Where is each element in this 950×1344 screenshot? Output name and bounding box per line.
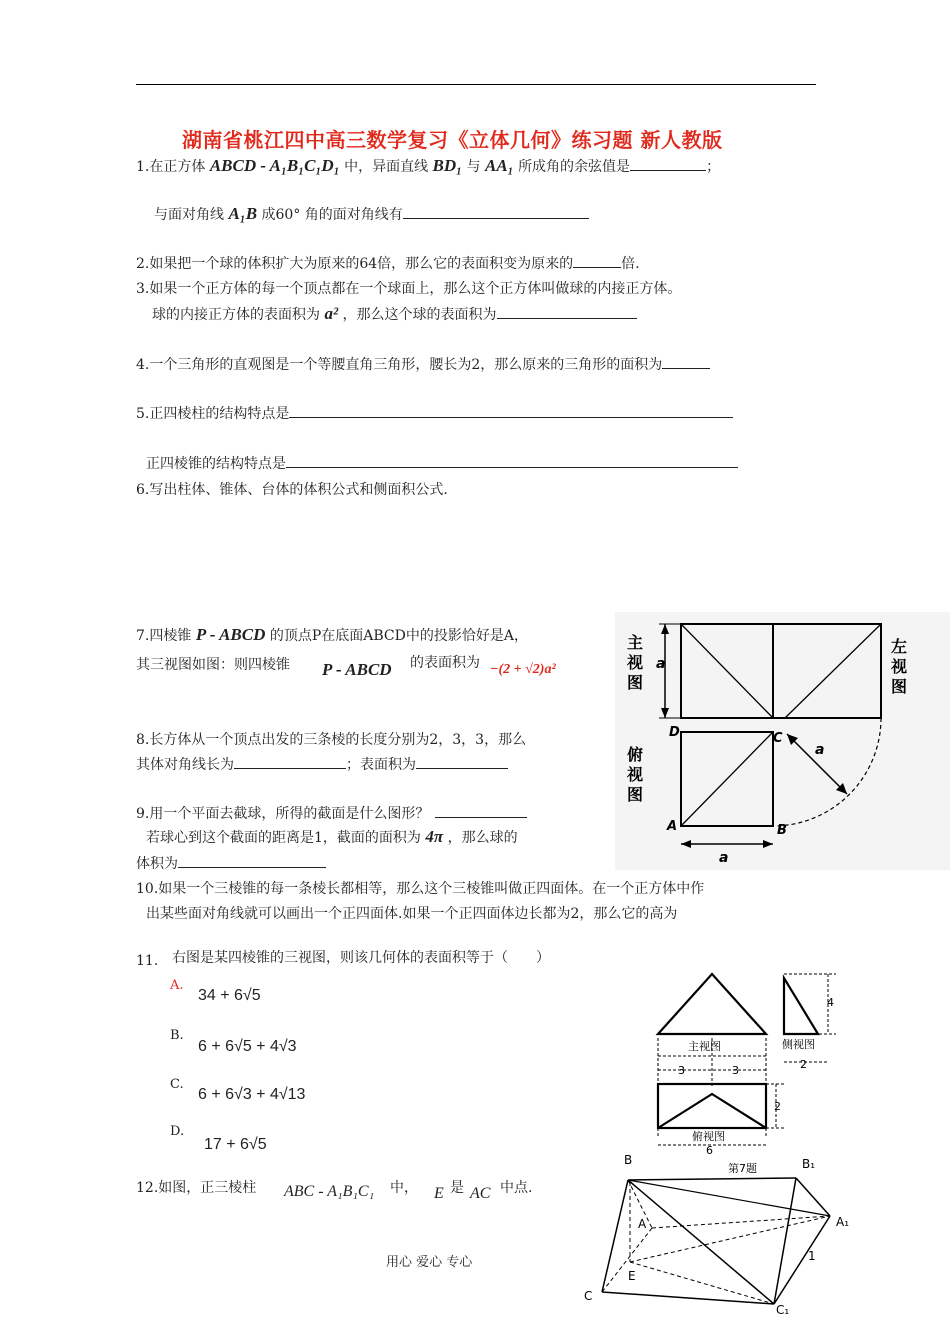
q5-text-b: 正四棱锥的结构特点是: [146, 456, 286, 472]
q12-expr-e: E: [434, 1185, 444, 1202]
q11-option-b-value: 6 + 6√5 + 4√3: [198, 1038, 297, 1055]
q11-label-3b: 3: [732, 1064, 739, 1077]
q12-text-c: 是: [450, 1180, 464, 1196]
q7-text-b: 的顶点P在底面ABCD中的投影恰好是A，: [269, 628, 528, 644]
q8-text-b: ；表面积为: [346, 757, 416, 773]
q12-edge-bc1: [628, 1180, 774, 1304]
q7-text-a: 7.四棱锥: [136, 628, 192, 644]
q11-option-c-value: 6 + 6√3 + 4√13: [198, 1086, 306, 1103]
q2-answer-blank[interactable]: [573, 255, 621, 268]
q11-option-a-value: 34 + 6√5: [198, 987, 261, 1004]
q7-vertex-b: B: [777, 823, 787, 838]
q12-vertex-c1: C₁: [776, 1303, 790, 1317]
q3-line1: 3.如果一个正方体的每一个顶点都在一个球面上，那么这个正方体叫做球的内接正方体。: [136, 281, 682, 297]
q11-top-caption: 俯视图: [692, 1130, 725, 1143]
q11-side-view-triangle: [784, 978, 818, 1034]
q1-text-f: 与面对角线: [154, 207, 224, 223]
q9-text-a: 9.用一个平面去截球，所得的截面是什么图形？: [136, 806, 430, 822]
q8-line2: [136, 754, 508, 774]
q7-vertex-c: C: [773, 731, 783, 746]
q8-answer-blank-2[interactable]: [416, 756, 508, 769]
q1-answer-blank-1[interactable]: [630, 158, 706, 171]
q7-front-label-3: 图: [627, 673, 644, 692]
q11-label-2b: 2: [774, 1100, 781, 1113]
q1-line1: [136, 156, 720, 176]
q12-vertex-b: B: [624, 1153, 633, 1167]
q1-answer-blank-2[interactable]: [403, 206, 589, 219]
q7-arrow-right: [763, 840, 773, 848]
q9-expr-4pi: 4π: [425, 827, 444, 846]
q1-text-g: 成60° 角的面对角线有: [261, 207, 403, 223]
q7-line2-b: [322, 660, 392, 680]
q4-line: [136, 354, 710, 374]
q12-expr-prism: ABC - A₁B₁C₁: [284, 1183, 375, 1200]
q7-top-label-3: 图: [627, 785, 644, 804]
q5-answer-blank-2[interactable]: [286, 455, 738, 468]
q11-option-d-value: 17 + 6√5: [204, 1136, 267, 1153]
q12-edge-cc1: [602, 1292, 774, 1304]
q11-side-caption: 侧视图: [782, 1038, 815, 1051]
q7-width-label: a: [719, 850, 729, 866]
fig-number-7: 第7题: [728, 1162, 757, 1175]
q7-text-c: 其三视图如图：则四棱锥: [136, 657, 290, 673]
q3-expr-a2: a²: [324, 304, 339, 323]
q1-expr-bd1: BD₁: [432, 156, 463, 175]
q7-side-view-square: [773, 624, 881, 718]
q11-front-view-triangle: [658, 974, 766, 1034]
page-footer: 用心 爱心 专心: [386, 1255, 473, 1270]
q7-line1: [136, 625, 528, 645]
q7-expr-pyramid-1: P - ABCD: [195, 625, 266, 644]
q12-label-1: 1: [808, 1249, 816, 1263]
q7-answer-sign: −: [490, 662, 499, 677]
q7-front-label-1: 主: [627, 633, 644, 652]
q10-line2: 出某些面对角线就可以画出一个正四面体.如果一个正四面体边长都为2，那么它的高为: [146, 906, 678, 922]
q11-option-c-label[interactable]: C.: [170, 1077, 184, 1092]
q12-edge-ba1: [628, 1180, 830, 1216]
q7-vertex-d: D: [669, 725, 680, 740]
q2-text-b: 倍.: [621, 256, 640, 272]
q7-top-label-2: 视: [627, 765, 644, 784]
q11-option-d-label[interactable]: D.: [170, 1124, 185, 1139]
q7-answer: [490, 662, 556, 678]
q3-text-a: 球的内接正方体的表面积为: [152, 307, 320, 323]
q7-height-label: a: [656, 656, 666, 672]
q12-vertex-c: C: [584, 1289, 593, 1303]
q11-three-view-figure: [640, 962, 850, 1158]
q7-side-label-3: 图: [891, 677, 908, 696]
q5-line1: [136, 403, 733, 423]
q4-answer-blank[interactable]: [662, 356, 710, 369]
q11-front-caption: 主视图: [688, 1040, 721, 1053]
q9-line3: [136, 853, 326, 873]
q8-answer-blank-1[interactable]: [234, 756, 346, 769]
q9-text-d: 体积为: [136, 856, 178, 872]
q1-expr-aa1: AA₁: [485, 156, 514, 175]
q12-vertex-a1: A₁: [836, 1215, 850, 1229]
q11-label-4: 4: [827, 996, 834, 1009]
q7-line2: [136, 654, 290, 674]
q12-point-e: E: [628, 1269, 636, 1283]
q7-top-view-diagonal: [681, 732, 773, 826]
q12-vertex-a: A: [638, 1217, 647, 1231]
q7-side-label-2: 视: [891, 657, 908, 676]
q11-text: 右图是某四棱锥的三视图，则该几何体的表面积等于（ ）: [172, 950, 550, 966]
q1-line2: [154, 204, 589, 224]
q7-top-label-1: 俯: [627, 745, 644, 764]
q10-line1: 10.如果一个三棱锥的每一条棱长都相等，那么这个三棱锥叫做正四面体。在一个正方体中作: [136, 881, 705, 897]
q12-vertex-b1: B₁: [802, 1157, 816, 1171]
q1-expr-cube: ABCD - A₁B₁C₁D₁: [209, 156, 340, 175]
q7-arrow-up: [661, 624, 669, 634]
q11-label-6: 6: [706, 1144, 713, 1157]
q5-answer-blank-1[interactable]: [289, 405, 733, 418]
q2-line: [136, 253, 640, 273]
q12-expr-ac: AC: [470, 1185, 491, 1202]
q5-line2: [146, 453, 738, 473]
q1-text-b: 中，异面直线: [344, 159, 429, 175]
q1-expr-a1b: A₁B: [228, 204, 258, 223]
q12-line: [136, 1177, 256, 1197]
q1-text-a: 1.在正方体: [136, 159, 206, 175]
q7-rotation-arc: [775, 718, 881, 826]
q12-edge-b1c1: [774, 1178, 796, 1304]
q9-text-c: ，那么球的: [447, 830, 518, 846]
q12-text-b: 中，: [390, 1180, 418, 1196]
q1-text-d: 所成角的余弦值是: [518, 159, 631, 175]
q7-diag-label: a: [815, 742, 825, 758]
q7-figure-svg: [615, 612, 950, 870]
q8-line1: 8.长方体从一个顶点出发的三条棱的长度分别为2，3，3，那么: [136, 732, 527, 748]
q7-vertex-a: A: [667, 819, 678, 834]
q7-line2-c: [410, 652, 480, 672]
q11-top-view-rect: [658, 1084, 766, 1128]
q1-text-c: 与: [466, 159, 481, 175]
q11-number: 11.: [136, 953, 159, 969]
q11-label-3a: 3: [678, 1064, 685, 1077]
q9-line1: [136, 803, 527, 823]
q8-text-a: 其体对角线长为: [136, 757, 234, 773]
q5-text-a: 5.正四棱柱的结构特点是: [136, 406, 290, 422]
q7-front-label-2: 视: [627, 653, 644, 672]
page-title: 湖南省桃江四中高三数学复习《立体几何》练习题 新人教版: [182, 128, 723, 152]
q2-text-a: 2.如果把一个球的体积扩大为原来的64倍，那么它的表面积变为原来的: [136, 256, 574, 272]
q7-expr-pyramid-2: P - ABCD: [322, 660, 392, 679]
q12-text-d: 中点.: [500, 1180, 533, 1196]
q3-line2: [152, 304, 637, 324]
q7-text-d: 的表面积为: [410, 655, 480, 671]
q3-answer-blank[interactable]: [497, 306, 637, 319]
q9-answer-blank-2[interactable]: [178, 855, 326, 868]
q6-line: 6.写出柱体、锥体、台体的体积公式和侧面积公式.: [136, 482, 448, 498]
q7-side-view-diagonal: [785, 624, 881, 718]
q7-arrow-left: [681, 840, 691, 848]
q11-option-a-label[interactable]: A.: [170, 978, 184, 993]
q9-line2: [146, 827, 518, 847]
q12-edge-ec1: [630, 1262, 774, 1304]
q12-edge-bb1: [628, 1178, 796, 1180]
q11-option-b-label[interactable]: B.: [170, 1028, 184, 1043]
q7-side-label-1: 左: [891, 637, 908, 656]
q7-arrow-down: [661, 708, 669, 718]
q11-label-2a: 2: [800, 1058, 807, 1071]
q9-answer-blank-1[interactable]: [435, 805, 527, 818]
q7-front-view-diagonal: [681, 624, 773, 718]
q1-text-e: ；: [706, 159, 721, 175]
q3-text-b: ，那么这个球的表面积为: [342, 307, 497, 323]
q7-answer-value: (2 + √2)a²: [498, 662, 556, 677]
q12-text-a: 12.如图，正三棱柱: [136, 1180, 257, 1196]
q4-text: 4.一个三角形的直观图是一个等腰直角三角形，腰长为2，那么原来的三角形的面积为: [136, 357, 663, 373]
q7-three-view-figure: [615, 612, 950, 870]
q12-prism-figure: [580, 1152, 870, 1344]
q11-top-view-lines: [658, 1094, 766, 1128]
q9-text-b: 若球心到这个截面的距离是1，截面的面积为: [146, 830, 421, 846]
header-rule: [136, 84, 816, 85]
